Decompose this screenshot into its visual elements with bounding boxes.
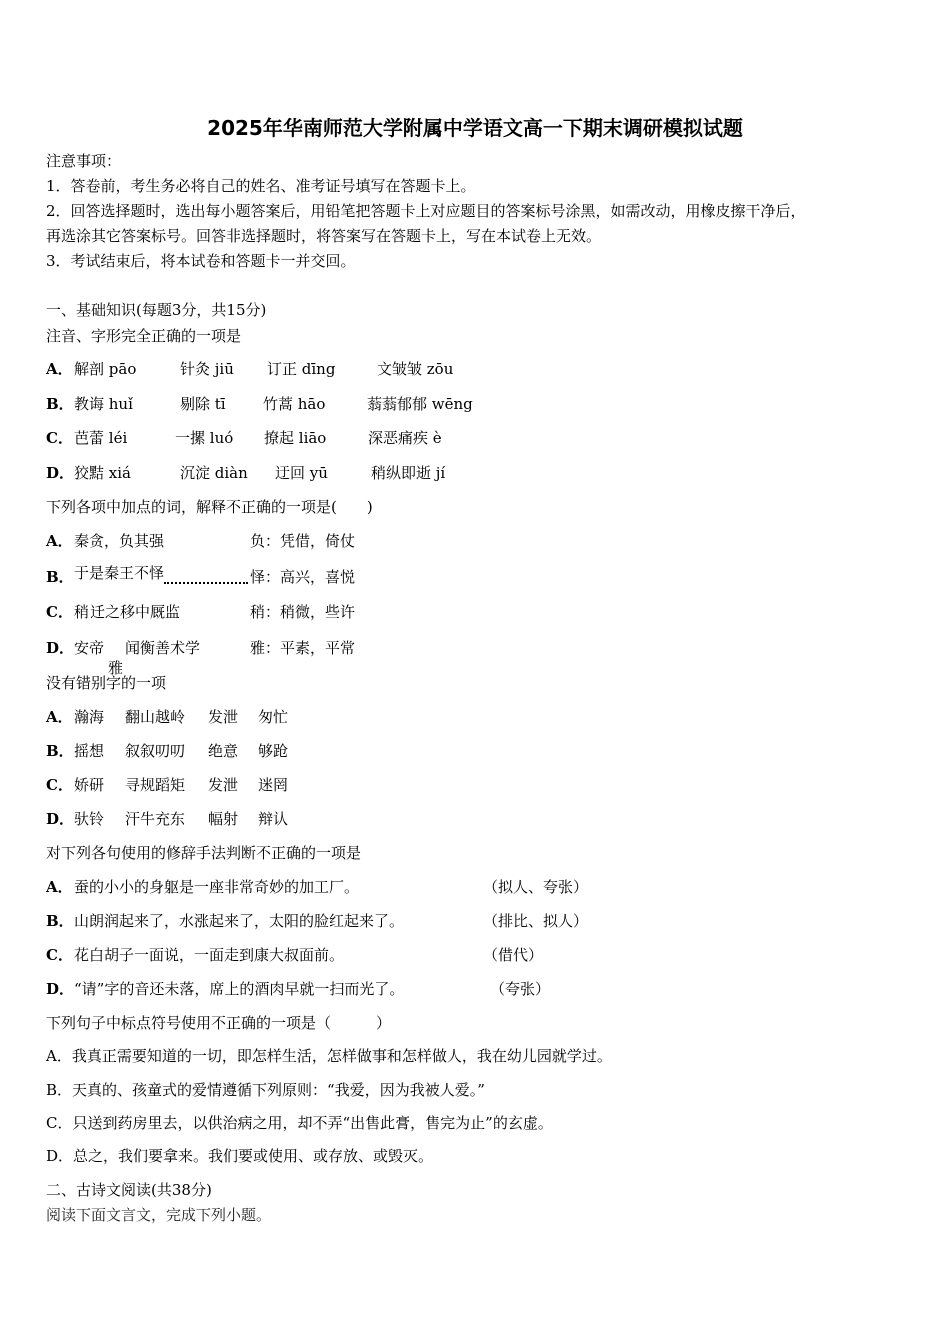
option-item: 剔除 tī (180, 395, 226, 413)
option-item: 解剖 pāo (74, 360, 137, 378)
option-note: （拟人、夸张） (483, 878, 589, 896)
option-word: 幅射 (208, 810, 239, 828)
section-2-intro: 阅读下面文言文，完成下列小题。 (46, 1206, 272, 1224)
option-label: C． (46, 946, 73, 964)
option-item: 蓊蓊郁郁 wēng (367, 395, 473, 413)
option-phrase: 安帝 (74, 639, 105, 657)
option-phrase: 闻衡善术学 (125, 639, 201, 657)
option-label: C． (46, 429, 73, 447)
option-word: 够跄 (258, 742, 289, 760)
option-item: 教诲 huǐ (74, 395, 133, 413)
option-label: A． (46, 360, 73, 378)
option-label: B． (46, 912, 74, 930)
option-word: 辩认 (258, 810, 289, 828)
q1-stem: 注音、字形完全正确的一项是 (46, 327, 242, 345)
option-word: 匆忙 (258, 708, 289, 726)
option-label: D． (46, 464, 75, 482)
option-phrase: 迁之移中厩监 (90, 603, 181, 621)
q2-stem: 下列各项中加点的词，解释不正确的一项是( ) (46, 498, 373, 516)
option-word: 瀚海 (74, 708, 105, 726)
exam-title: 2025年华南师范大学附属中学语文高一下期末调研模拟试题 (207, 116, 743, 140)
q5-option-a: A．我真正需要知道的一切，即怎样生活，怎样做事和怎样做人，我在幼儿园就学过。 (46, 1047, 612, 1065)
option-label: C． (46, 776, 73, 794)
option-item: 稍纵即逝 jí (371, 464, 446, 482)
notice-item-3: 3．考试结束后，将本试卷和答题卡一并交回。 (46, 252, 356, 270)
option-label: B． (46, 742, 74, 760)
notice-item-2a: 2．回答选择题时，选出每小题答案后，用铅笔把答题卡上对应题目的答案标号涂黑，如需改动，用橡皮擦干净后， (46, 202, 806, 220)
option-explanation: 负：凭借，倚仗 (250, 532, 356, 550)
option-label: A． (46, 532, 73, 550)
option-word: 翻山越岭 (125, 708, 186, 726)
notice-heading: 注意事项： (46, 152, 122, 170)
option-word: 绝意 (208, 742, 239, 760)
option-note: （夸张） (490, 980, 551, 998)
option-sentence: 花白胡子一面说，一面走到康大叔面前。 (74, 946, 345, 964)
option-word: 驮铃 (74, 810, 105, 828)
option-phrase-emphasis: 雅 (108, 659, 124, 677)
option-word: 娇研 (74, 776, 105, 794)
option-item: 狡黠 xiá (74, 464, 131, 482)
option-word: 发泄 (208, 776, 239, 794)
option-item: 沉淀 diàn (180, 464, 248, 482)
q5-option-b: B．天真的、孩童式的爱情遵循下列原则：“我爱，因为我被人爱。” (46, 1081, 485, 1099)
option-word: 发泄 (208, 708, 239, 726)
option-item: 订正 dīng (267, 360, 336, 378)
option-item: 芭蕾 léi (74, 429, 128, 447)
option-note: （借代） (483, 946, 544, 964)
option-sentence: 山朗润起来了，水涨起来了，太阳的脸红起来了。 (74, 912, 405, 930)
option-word: 寻规蹈矩 (125, 776, 186, 794)
option-label: B． (46, 395, 74, 413)
option-note: （排比、拟人） (483, 912, 589, 930)
option-sentence: 蚕的小小的身躯是一座非常奇妙的加工厂。 (74, 878, 360, 896)
q3-stem: 没有错别字的一项 (46, 674, 167, 692)
option-label: D． (46, 980, 75, 998)
q4-stem: 对下列各句使用的修辞手法判断不正确的一项是 (46, 844, 362, 862)
option-phrase: 秦贪，负其强 (74, 532, 165, 550)
option-phrase-emphasis: 稍 (74, 603, 90, 621)
option-word: 汗牛充东 (125, 810, 186, 828)
option-label: C． (46, 603, 73, 621)
option-label: D． (46, 639, 75, 657)
option-word: 迷罔 (258, 776, 289, 794)
option-item: 竹蒿 hāo (263, 395, 326, 413)
option-word: 叙叙叨叨 (125, 742, 186, 760)
emphasis-dots (160, 567, 248, 587)
option-item: 深恶痛疾 è (368, 429, 442, 447)
option-item: 一摞 luó (175, 429, 234, 447)
option-sentence: “请”字的音还未落，席上的酒肉早就一扫而光了。 (74, 980, 405, 998)
notice-item-1: 1．答卷前，考生务必将自己的姓名、准考证号填写在答题卡上。 (46, 177, 476, 195)
option-explanation: 雅：平素，平常 (250, 639, 356, 657)
section-2-heading: 二、古诗文阅读(共38分) (46, 1181, 212, 1199)
option-item: 撩起 liāo (264, 429, 327, 447)
option-label: A． (46, 708, 73, 726)
option-explanation: 怿：高兴，喜悦 (250, 568, 356, 586)
notice-item-2b: 再选涂其它答案标号。回答非选择题时，将答案写在答题卡上，写在本试卷上无效。 (46, 227, 602, 245)
option-word: 摇想 (74, 742, 105, 760)
option-item: 针灸 jiū (180, 360, 234, 378)
section-1-heading: 一、基础知识(每题3分，共15分) (46, 301, 267, 319)
option-label: D． (46, 810, 75, 828)
q5-option-d: D．总之，我们要拿来。我们要或使用、或存放、或毁灭。 (46, 1147, 434, 1165)
option-label: B． (46, 568, 74, 586)
q5-option-c: C．只送到药房里去，以供治病之用，却不弄“出售此膏，售完为止”的玄虚。 (46, 1114, 553, 1132)
option-label: A． (46, 878, 73, 896)
option-item: 迂回 yū (275, 464, 328, 482)
q5-stem: 下列句子中标点符号使用不正确的一项是（ ） (46, 1014, 392, 1032)
option-explanation: 稍：稍微，些许 (250, 603, 356, 621)
option-phrase: 于是秦王不怿 (74, 564, 165, 582)
option-item: 文皱皱 zōu (377, 360, 454, 378)
